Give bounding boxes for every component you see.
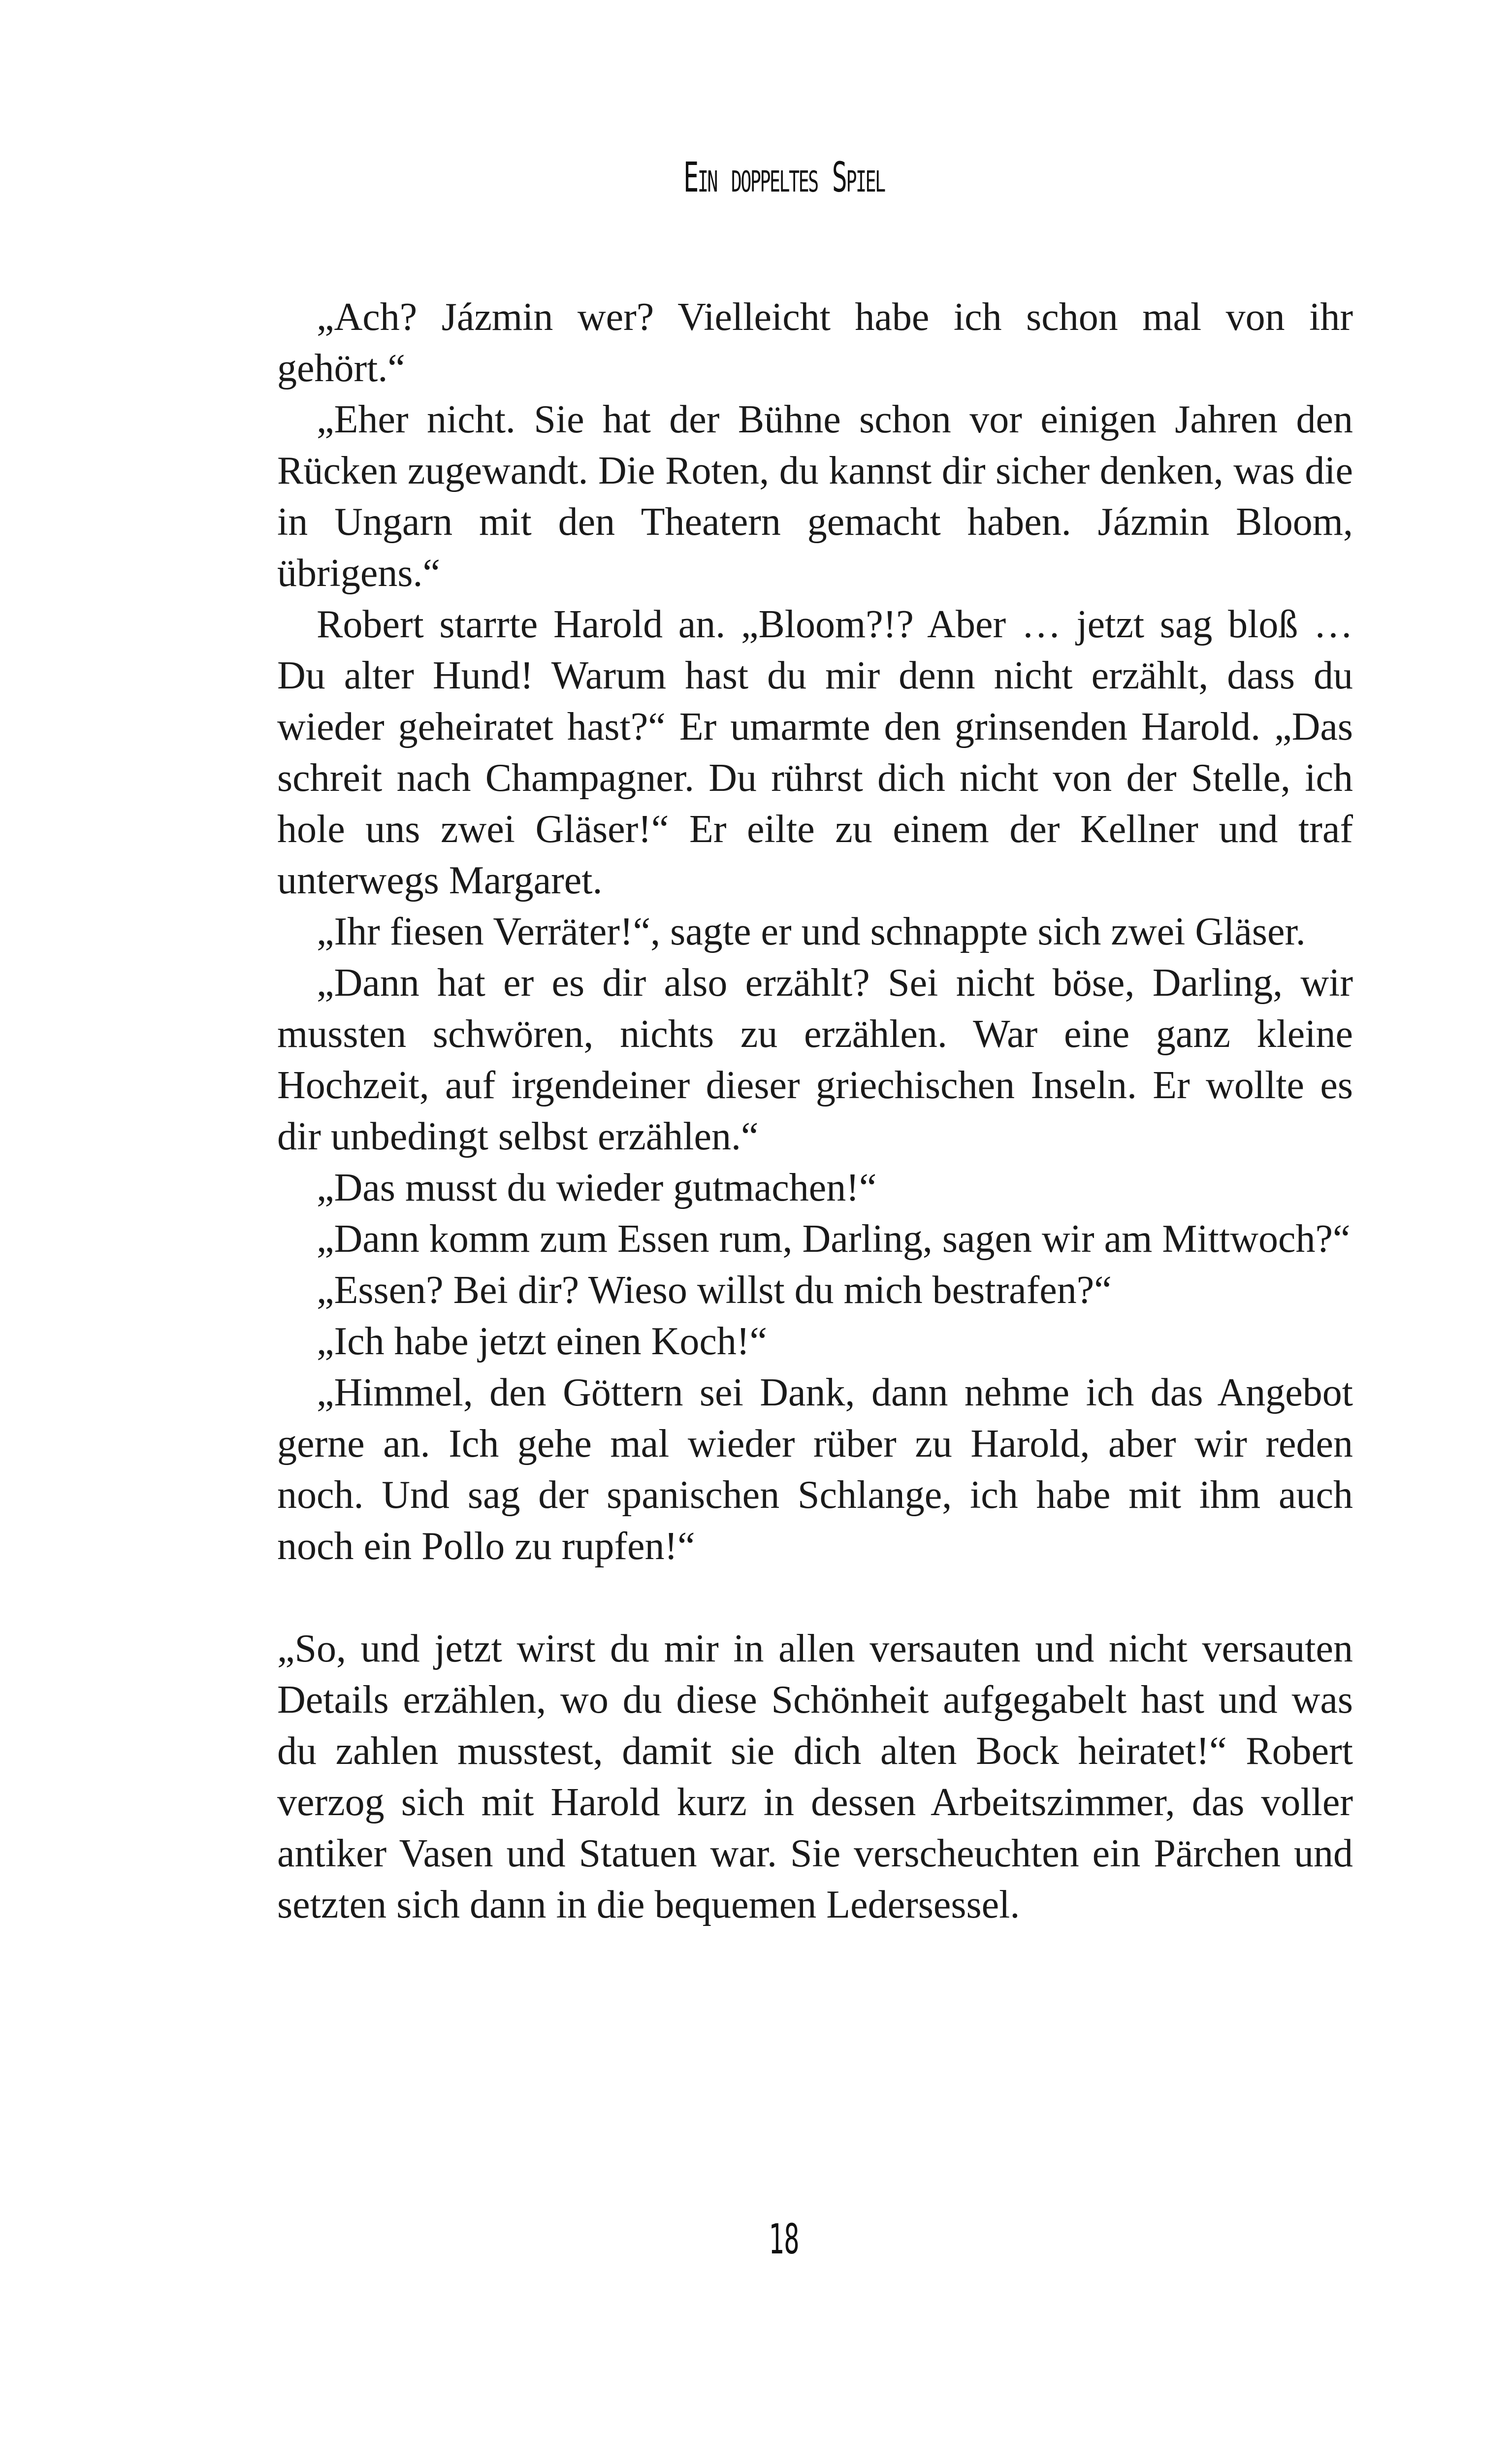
- running-header: Ein doppeltes Spiel: [683, 153, 885, 201]
- page-number: 18: [768, 2215, 800, 2263]
- paragraph: „Das musst du wieder gutmachen!“: [317, 1166, 877, 1209]
- paragraph: „Ach? Jázmin wer? Vielleicht habe ich schon mal von ihr gehört.“: [277, 295, 1353, 390]
- scene-break: [277, 1572, 1353, 1623]
- paragraph: „Dann hat er es dir also erzählt? Sei nicht böse, Darling, wir mussten schwören, nichts zu erzählen. War eine ganz kleine Hochzeit, auf irgendeiner dieser griechischen Inseln. Er wollte es dir unbedingt selbst erzählen.“: [277, 961, 1353, 1158]
- paragraph: „Dann komm zum Essen rum, Darling, sagen wir am Mittwoch?“: [317, 1217, 1351, 1261]
- paragraph: „Himmel, den Göttern sei Dank, dann nehme ich das Angebot gerne an. Ich gehe mal wieder rüber zu Harold, aber wir reden noch. Und sag der spanischen Schlange, ich habe mit ihm auch noch ein Pollo zu rupfen!“: [277, 1371, 1353, 1568]
- paragraph: „Ich habe jetzt einen Koch!“: [317, 1320, 768, 1363]
- paragraph: „Ihr fiesen Verräter!“, sagte er und schnappte sich zwei Gläser.: [317, 910, 1306, 953]
- body-text: [277, 292, 1353, 1930]
- paragraph: „Essen? Bei dir? Wieso willst du mich bestrafen?“: [317, 1269, 1112, 1312]
- paragraph: „So, und jetzt wirst du mir in allen versauten und nicht versauten Details erzählen, wo du diese Schönheit aufgegabelt hast und was du zahlen musstest, damit sie dich alten Bock heiratet!“ Robert verzog sich mit Harold kurz in dessen Arbeitszimmer, das voller antiker Vasen und Statuen war. Sie verscheuchten ein Pärchen und setzten sich dann in die bequemen Ledersessel.: [277, 1627, 1353, 1926]
- paragraph: Robert starrte Harold an. „Bloom?!? Aber … jetzt sag bloß … Du alter Hund! Warum hast du mir denn nicht erzählt, dass du wieder geheiratet hast?“ Er umarmte den grinsenden Harold. „Das schreit nach Champagner. Du rührst dich nicht von der Stelle, ich hole uns zwei Gläser!“ Er eilte zu einem der Kellner und traf unterwegs Margaret.: [277, 603, 1353, 902]
- paragraph: „Eher nicht. Sie hat der Bühne schon vor einigen Jahren den Rücken zugewandt. Die Roten, du kannst dir sicher denken, was die in Ungarn mit den Theatern gemacht haben. Jázmin Bloom, übrigens.“: [277, 398, 1353, 595]
